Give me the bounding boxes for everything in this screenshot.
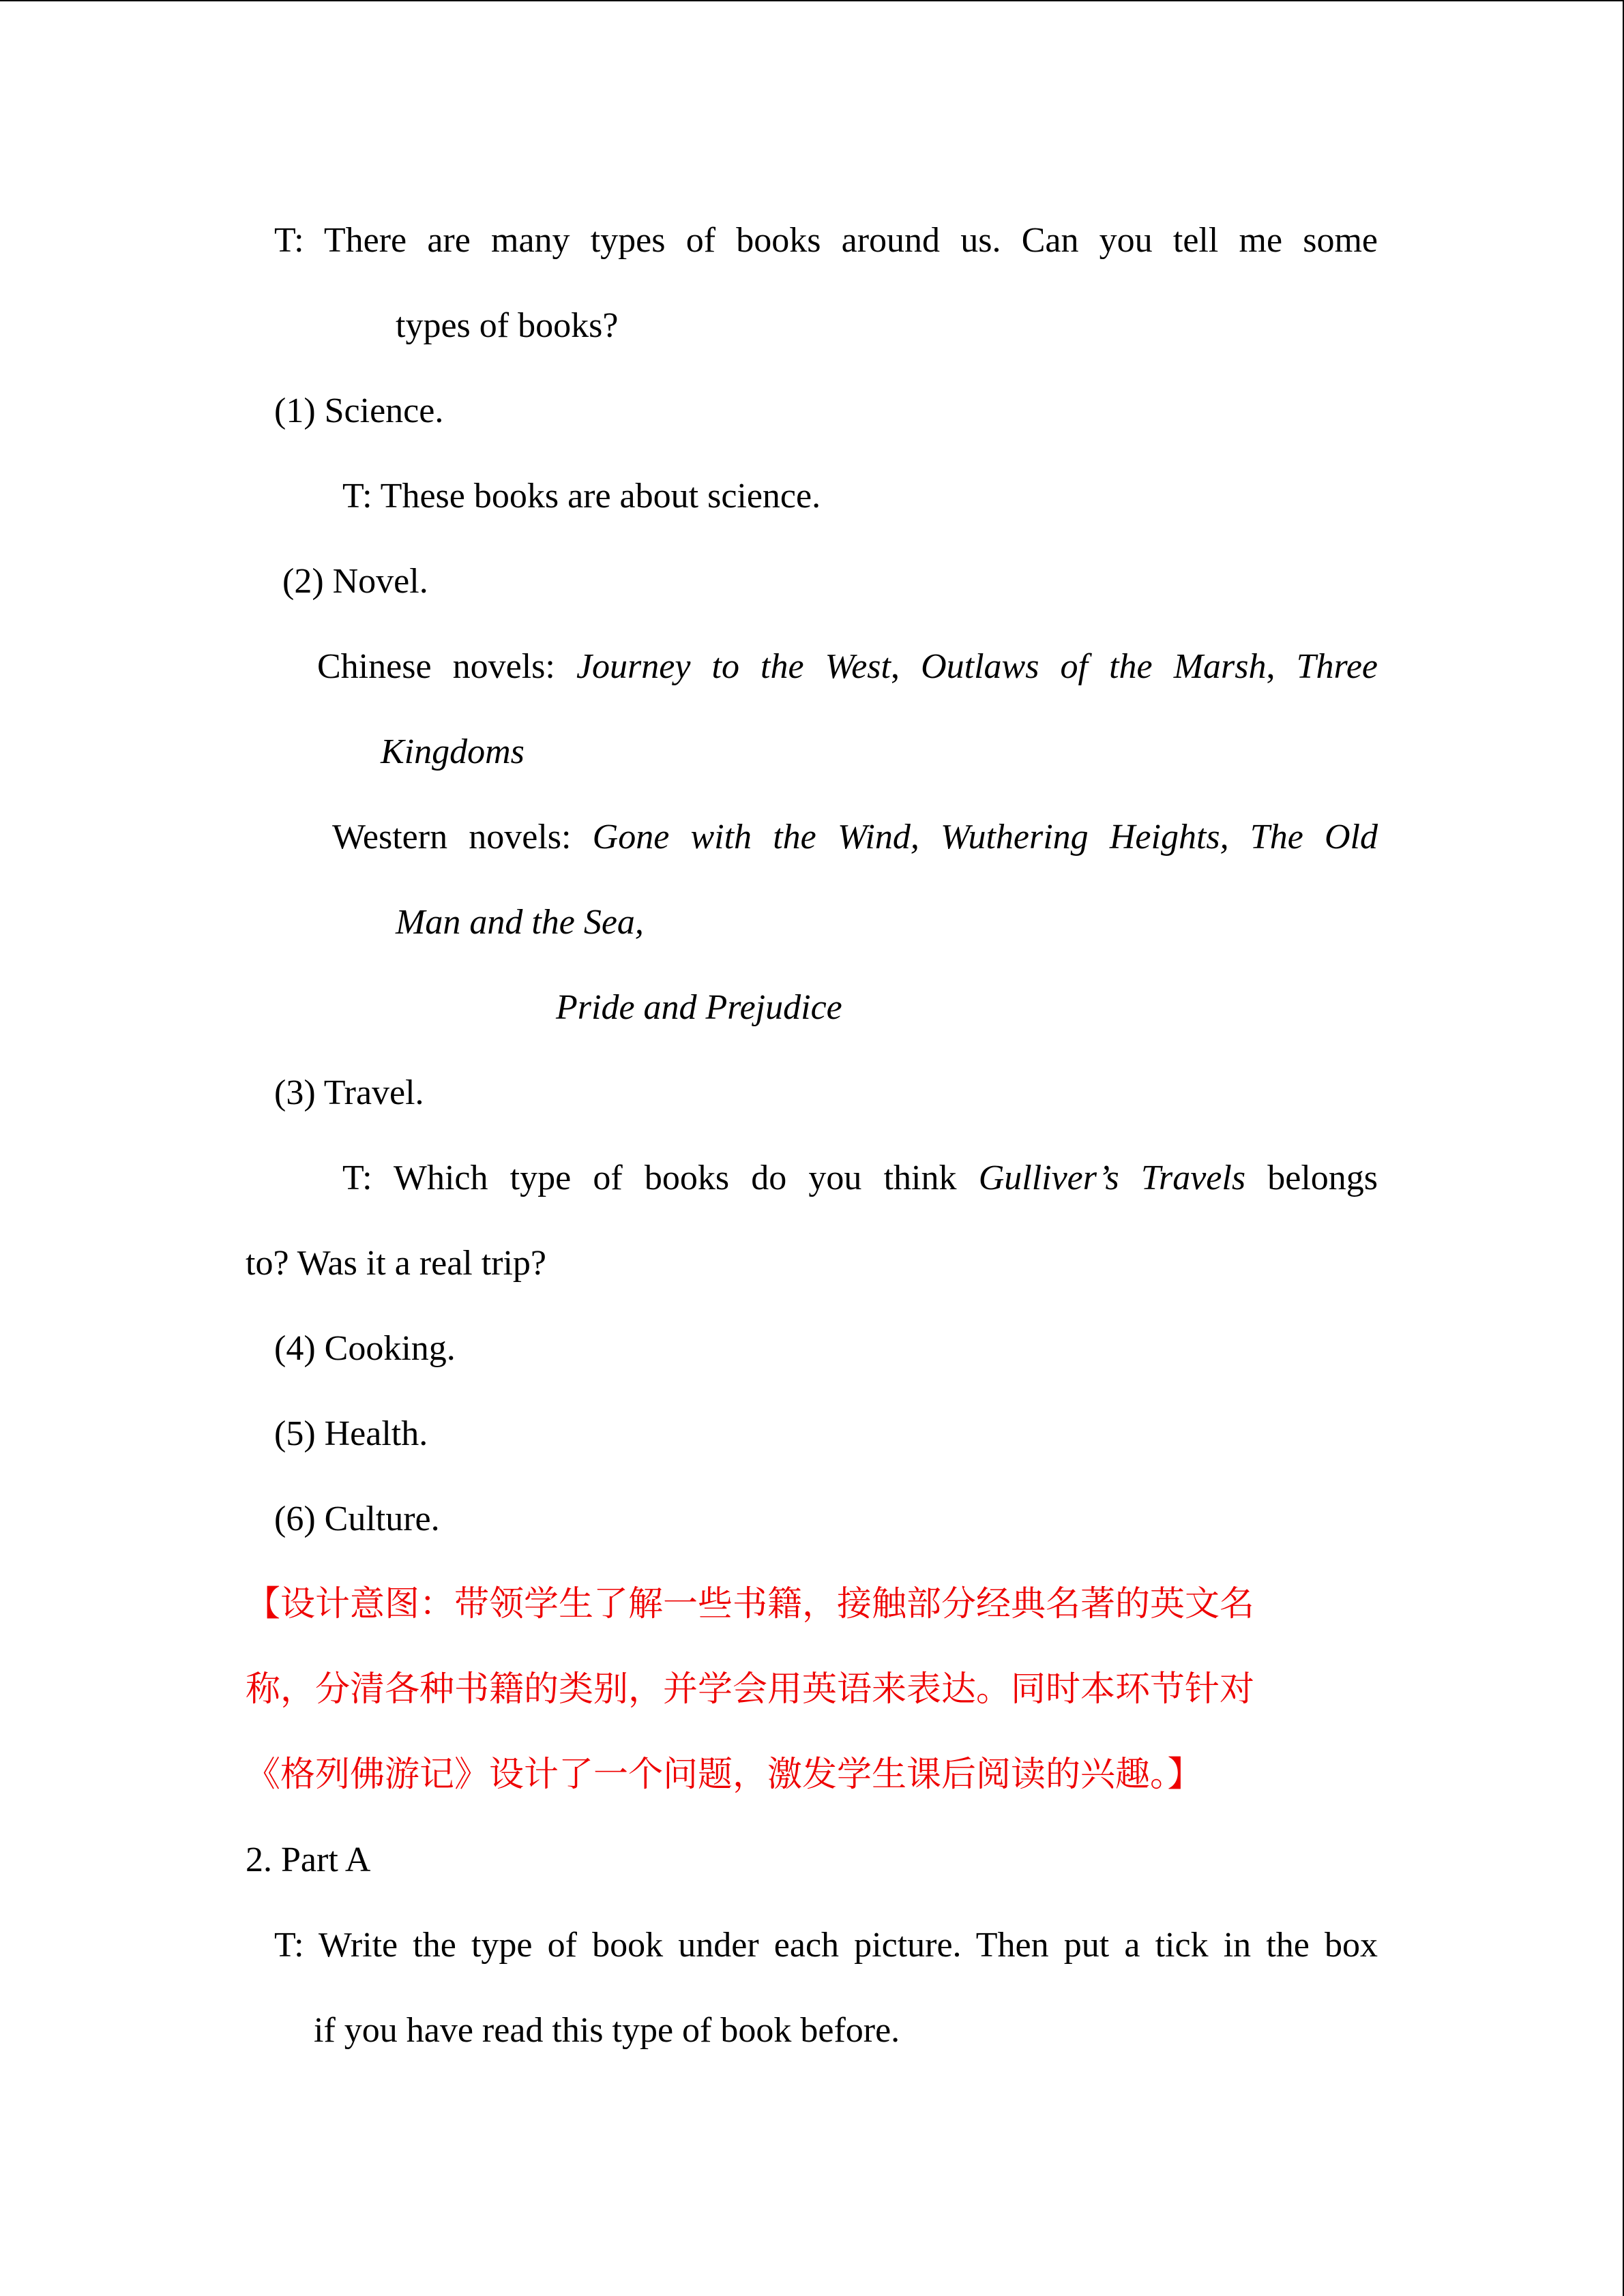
book-title: Outlaws of the Marsh [921,647,1267,686]
section-heading-part-a: 2. Part A [246,1840,371,1879]
design-intent-line-1: 【设计意图：带领学生了解一些书籍，接触部分经典名著的英文名 [246,1585,1255,1624]
book-title: Kingdoms [381,732,525,771]
chinese-novels-line [317,644,1378,689]
teacher-question-line-1: T: There are many types of books around us. Can you tell me some [274,221,1378,260]
teacher-question-line-2: types of books? [396,306,619,345]
part-a-instruction-line-1: T: Write the type of book under each picture. Then put a tick in the box [274,1926,1378,1965]
item-travel: (3) Travel. [274,1073,424,1112]
item-health: (5) Health. [274,1414,428,1453]
question-text: T: Which type of books do you think [342,1159,979,1197]
western-novels-line [332,815,1378,860]
travel-question-line-1 [342,1156,1378,1201]
book-title: Journey to the West [576,647,891,686]
book-title: Pride and Prejudice [556,988,842,1027]
separator: , [1266,647,1297,686]
book-title: Gulliver’s Travels [978,1159,1246,1197]
item-science: (1) Science. [274,391,444,430]
western-novels-continuation-2 [556,985,842,1030]
chinese-novels-label: Chinese novels: [317,647,576,686]
book-title: Man and the Sea, [396,903,644,942]
book-title: Three [1296,647,1378,686]
item-cooking: (4) Cooking. [274,1329,456,1368]
western-novels-label: Western novels: [332,818,593,856]
part-a-instruction-line-2: if you have read this type of book before. [314,2011,900,2050]
science-note: T: These books are about science. [342,477,821,516]
question-text: belongs [1245,1159,1378,1197]
separator: , [890,647,921,686]
design-intent-line-2: 称，分清各种书籍的类别，并学会用英语来表达。同时本环节针对 [246,1671,1255,1709]
chinese-novels-continuation [381,730,525,775]
item-culture: (6) Culture. [274,1500,440,1538]
item-novel: (2) Novel. [282,562,428,601]
travel-question-line-2: to? Was it a real trip? [246,1244,547,1283]
book-titles: Gone with the Wind, Wuthering Heights, The Old [592,818,1378,856]
western-novels-continuation [396,900,644,945]
design-intent-line-3: 《格列佛游记》设计了一个问题，激发学生课后阅读的兴趣。】 [246,1756,1202,1794]
